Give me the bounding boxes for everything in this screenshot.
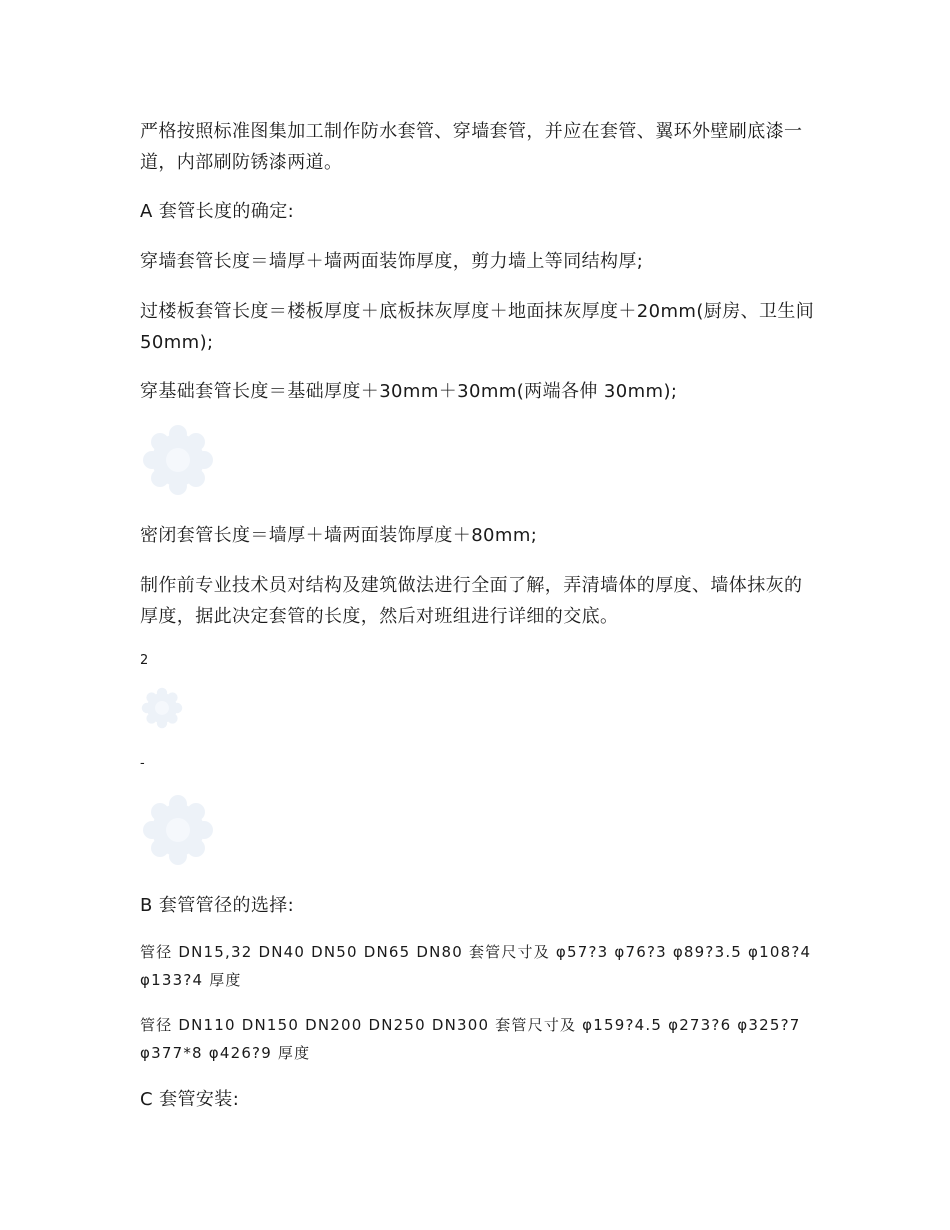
- page-number: 2: [140, 653, 149, 668]
- page-separator: -: [140, 756, 146, 771]
- heading-a-sleeve-length: A 套管长度的确定:: [140, 201, 295, 222]
- paragraph-sleeve-fabrication: 严格按照标准图集加工制作防水套管、穿墙套管，并应在套管、翼环外壁刷底漆一道，内部刷防锈漆两道。: [140, 121, 803, 173]
- paragraph-diameter-table-1: 管径 DN15,32 DN40 DN50 DN65 DN80 套管尺寸及 φ57?3 φ76?3 φ89?3.5 φ108?4 φ133?4 厚度: [140, 943, 812, 989]
- paragraph-floor-sleeve-length: 过楼板套管长度＝楼板厚度＋底板抹灰厚度＋地面抹灰厚度＋20mm(厨房、卫生间 50mm);: [140, 301, 815, 353]
- paragraph-diameter-table-2: 管径 DN110 DN150 DN200 DN250 DN300 套管尺寸及 φ159?4.5 φ273?6 φ325?7 φ377*8 φ426?9 厚度: [140, 1016, 801, 1062]
- paragraph-technical-briefing: 制作前专业技术员对结构及建筑做法进行全面了解，弄清墙体的厚度、墙体抹灰的厚度，据此决定套管的长度，然后对班组进行详细的交底。: [140, 575, 803, 627]
- heading-c-sleeve-installation: C 套管安装:: [140, 1089, 240, 1110]
- watermark-icon: [140, 792, 216, 868]
- paragraph-sealed-sleeve-length: 密闭套管长度＝墙厚＋墙两面装饰厚度＋80mm;: [140, 525, 538, 546]
- paragraph-foundation-sleeve-length: 穿基础套管长度＝基础厚度＋30mm＋30mm(两端各伸 30mm);: [140, 381, 678, 402]
- watermark-icon: [140, 422, 216, 498]
- watermark-icon: [140, 686, 184, 730]
- paragraph-wall-sleeve-length: 穿墙套管长度＝墙厚＋墙两面装饰厚度，剪力墙上等同结构厚;: [140, 251, 644, 272]
- heading-b-sleeve-diameter: B 套管管径的选择:: [140, 895, 295, 916]
